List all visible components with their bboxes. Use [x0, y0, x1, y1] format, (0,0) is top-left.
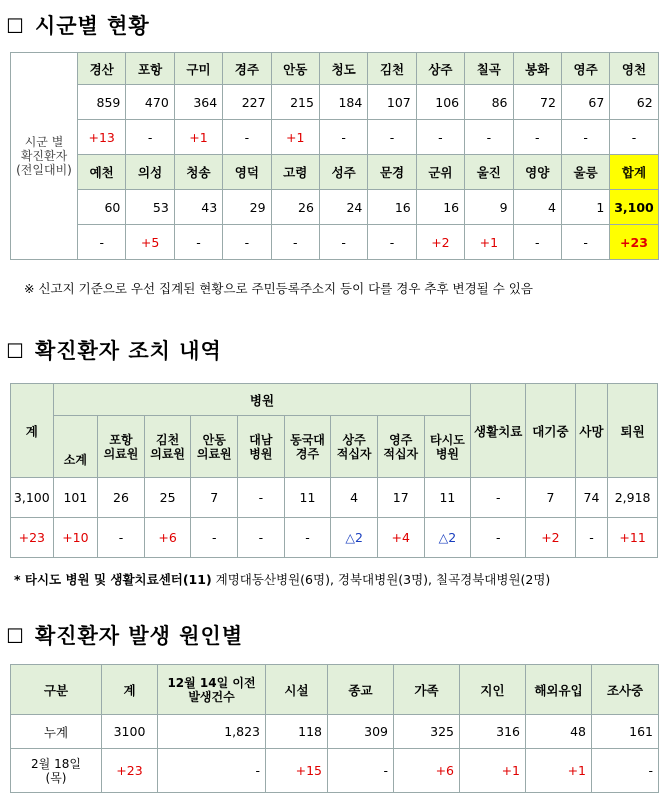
header-hospital-sub: 동국대 경주	[284, 416, 331, 478]
region-cell: 215	[271, 85, 319, 120]
region-cell: -	[78, 225, 126, 260]
region-cell: 62	[610, 85, 658, 120]
region-cell: 김천	[368, 53, 416, 85]
region-cell: 봉화	[513, 53, 561, 85]
region-cell: 24	[319, 190, 367, 225]
cause-cell: +15	[266, 749, 328, 793]
region-cell: 29	[223, 190, 271, 225]
table-row	[11, 478, 658, 518]
cause-cell: 316	[460, 715, 526, 749]
section-title-text: 확진환자 조치 내역	[34, 339, 222, 363]
cause-header: 해외유입	[526, 665, 592, 715]
treatment-cell: 11	[424, 478, 471, 518]
cause-cell: 1,823	[158, 715, 266, 749]
region-table	[10, 52, 659, 260]
region-cell: -	[465, 120, 513, 155]
region-cell: 859	[78, 85, 126, 120]
region-cell: 경주	[223, 53, 271, 85]
region-cell: 106	[416, 85, 464, 120]
region-cell: 67	[561, 85, 609, 120]
region-cell: -	[561, 120, 609, 155]
section-title-treatment	[6, 335, 222, 365]
region-cell: +5	[126, 225, 174, 260]
region-cell: 16	[368, 190, 416, 225]
cause-cell: 48	[526, 715, 592, 749]
region-cell: -	[513, 225, 561, 260]
region-cell: -	[561, 225, 609, 260]
cause-header: 가족	[394, 665, 460, 715]
cause-cell: 3100	[102, 715, 158, 749]
cause-header: 종교	[328, 665, 394, 715]
treatment-cell: 101	[53, 478, 98, 518]
side-label	[11, 53, 78, 260]
cause-cell: +6	[394, 749, 460, 793]
table-row	[11, 85, 659, 120]
treatment-cell: 4	[331, 478, 378, 518]
region-cell: 고령	[271, 155, 319, 190]
treatment-cell: -	[98, 518, 145, 558]
date-label-line: 2월 18일	[31, 756, 81, 771]
region-cell: 울진	[465, 155, 513, 190]
region-cell: 영양	[513, 155, 561, 190]
region-cell: +23	[610, 225, 658, 260]
region-cell: -	[126, 120, 174, 155]
checkbox-square-icon: ☐	[6, 339, 25, 363]
region-cell: 군위	[416, 155, 464, 190]
section-title-cause	[6, 620, 243, 650]
region-cell: 경산	[78, 53, 126, 85]
cause-header: 구분	[11, 665, 102, 715]
table-row	[11, 225, 659, 260]
checkbox-square-icon: ☐	[6, 624, 25, 648]
header-hospital-sub: 김천 의료원	[144, 416, 191, 478]
treatment-cell: -	[284, 518, 331, 558]
region-cell: +1	[465, 225, 513, 260]
treatment-cell: 3,100	[11, 478, 54, 518]
header-discharge: 퇴원	[608, 384, 658, 478]
treatment-cell: 26	[98, 478, 145, 518]
region-cell: 9	[465, 190, 513, 225]
region-cell: 청도	[319, 53, 367, 85]
region-cell: 문경	[368, 155, 416, 190]
region-cell: 26	[271, 190, 319, 225]
treatment-cell: △2	[424, 518, 471, 558]
header-hospital-sub: 포항 의료원	[98, 416, 145, 478]
treatment-cell: △2	[331, 518, 378, 558]
cause-header: 시설	[266, 665, 328, 715]
table-row	[11, 715, 659, 749]
cause-cell: 309	[328, 715, 394, 749]
region-cell: 청송	[174, 155, 222, 190]
note-rest: 계명대동산병원(6명), 경북대병원(3명), 칠곡경북대병원(2명)	[211, 572, 551, 587]
cause-header: 계	[102, 665, 158, 715]
header-wait: 대기중	[526, 384, 576, 478]
table-row	[11, 155, 659, 190]
treatment-cell: -	[238, 518, 285, 558]
header-hospital-sub: 소계	[53, 416, 98, 478]
region-cell: 470	[126, 85, 174, 120]
region-note: ※ 신고지 기준으로 우선 집계된 현황으로 주민등록주소지 등이 다를 경우 추후 변경될 수 있음	[24, 281, 533, 296]
table-row	[11, 53, 659, 85]
region-cell: -	[319, 120, 367, 155]
treatment-table	[10, 383, 658, 558]
region-cell: +2	[416, 225, 464, 260]
region-cell: 364	[174, 85, 222, 120]
region-cell: -	[513, 120, 561, 155]
region-cell: 1	[561, 190, 609, 225]
header-hospital-sub: 대남 병원	[238, 416, 285, 478]
note-bold: * 타시도 병원 및 생활치료센터(11)	[14, 572, 212, 587]
header-row	[11, 665, 659, 715]
treatment-cell: 17	[377, 478, 424, 518]
region-cell: +1	[174, 120, 222, 155]
treatment-cell: -	[471, 478, 526, 518]
treatment-cell: -	[471, 518, 526, 558]
region-cell: -	[416, 120, 464, 155]
treatment-cell: +2	[526, 518, 576, 558]
region-cell: 107	[368, 85, 416, 120]
region-cell: 4	[513, 190, 561, 225]
treatment-cell: +10	[53, 518, 98, 558]
region-cell: 영덕	[223, 155, 271, 190]
treatment-cell: +4	[377, 518, 424, 558]
header-hospital-sub: 영주 적십자	[377, 416, 424, 478]
section-title-text: 시군별 현황	[34, 14, 150, 38]
treatment-cell: 7	[526, 478, 576, 518]
region-cell: 72	[513, 85, 561, 120]
cause-table	[10, 664, 659, 793]
cause-cell: +1	[526, 749, 592, 793]
section-title-text: 확진환자 발생 원인별	[34, 624, 244, 648]
region-cell: 영주	[561, 53, 609, 85]
table-row	[11, 190, 659, 225]
treatment-cell: 7	[191, 478, 238, 518]
region-cell: 의성	[126, 155, 174, 190]
date-label-line: (목)	[45, 770, 67, 785]
header-hospital-sub: 타시도 병원	[424, 416, 471, 478]
header-hospital: 병원	[53, 384, 471, 416]
section-title-region	[6, 10, 150, 40]
treatment-cell: 74	[575, 478, 607, 518]
treatment-cell: +6	[144, 518, 191, 558]
cause-header: 12월 14일 이전 발생건수	[158, 665, 266, 715]
checkbox-square-icon: ☐	[6, 14, 25, 38]
cause-cell: +1	[460, 749, 526, 793]
region-cell: 60	[78, 190, 126, 225]
region-cell: 포항	[126, 53, 174, 85]
region-cell: -	[610, 120, 658, 155]
region-cell: 예천	[78, 155, 126, 190]
cause-cell: 118	[266, 715, 328, 749]
region-cell: 53	[126, 190, 174, 225]
table-row	[11, 120, 659, 155]
region-cell: 성주	[319, 155, 367, 190]
treatment-cell: -	[238, 478, 285, 518]
header-row	[11, 384, 658, 416]
region-cell: 울릉	[561, 155, 609, 190]
cause-cell: +23	[102, 749, 158, 793]
treatment-note	[14, 570, 550, 588]
region-cell: 상주	[416, 53, 464, 85]
side-label-line: 시군 별	[24, 135, 64, 149]
header-total: 계	[11, 384, 54, 478]
region-cell: -	[368, 120, 416, 155]
table-row	[11, 749, 659, 793]
cause-header: 조사중	[592, 665, 659, 715]
region-cell: 184	[319, 85, 367, 120]
region-cell: 구미	[174, 53, 222, 85]
region-cell: -	[271, 225, 319, 260]
cause-cell: 325	[394, 715, 460, 749]
treatment-cell: +11	[608, 518, 658, 558]
cause-cell: -	[328, 749, 394, 793]
date-label	[11, 749, 102, 793]
region-cell: 43	[174, 190, 222, 225]
region-cell: 86	[465, 85, 513, 120]
region-cell: +1	[271, 120, 319, 155]
cause-header: 지인	[460, 665, 526, 715]
table-row	[11, 518, 658, 558]
region-cell: 안동	[271, 53, 319, 85]
region-cell: -	[368, 225, 416, 260]
region-cell: 16	[416, 190, 464, 225]
header-death: 사망	[575, 384, 607, 478]
region-cell: -	[223, 225, 271, 260]
region-cell: -	[319, 225, 367, 260]
treatment-cell: -	[191, 518, 238, 558]
region-cell: 영천	[610, 53, 658, 85]
treatment-cell: 2,918	[608, 478, 658, 518]
treatment-cell: +23	[11, 518, 54, 558]
treatment-cell: -	[575, 518, 607, 558]
region-cell: 3,100	[610, 190, 658, 225]
cause-cell: -	[592, 749, 659, 793]
region-cell: 합계	[610, 155, 658, 190]
region-cell: 칠곡	[465, 53, 513, 85]
region-cell: 227	[223, 85, 271, 120]
cause-cell: 161	[592, 715, 659, 749]
region-cell: -	[174, 225, 222, 260]
treatment-cell: 11	[284, 478, 331, 518]
region-cell: -	[223, 120, 271, 155]
cause-cell: -	[158, 749, 266, 793]
cause-cell: 누계	[11, 715, 102, 749]
side-label-line: (전일대비)	[16, 163, 72, 177]
side-label-line: 확진환자	[20, 149, 68, 163]
header-hospital-sub: 상주 적십자	[331, 416, 378, 478]
header-center: 생활치료	[471, 384, 526, 478]
treatment-cell: 25	[144, 478, 191, 518]
header-hospital-sub: 안동 의료원	[191, 416, 238, 478]
region-cell: +13	[78, 120, 126, 155]
